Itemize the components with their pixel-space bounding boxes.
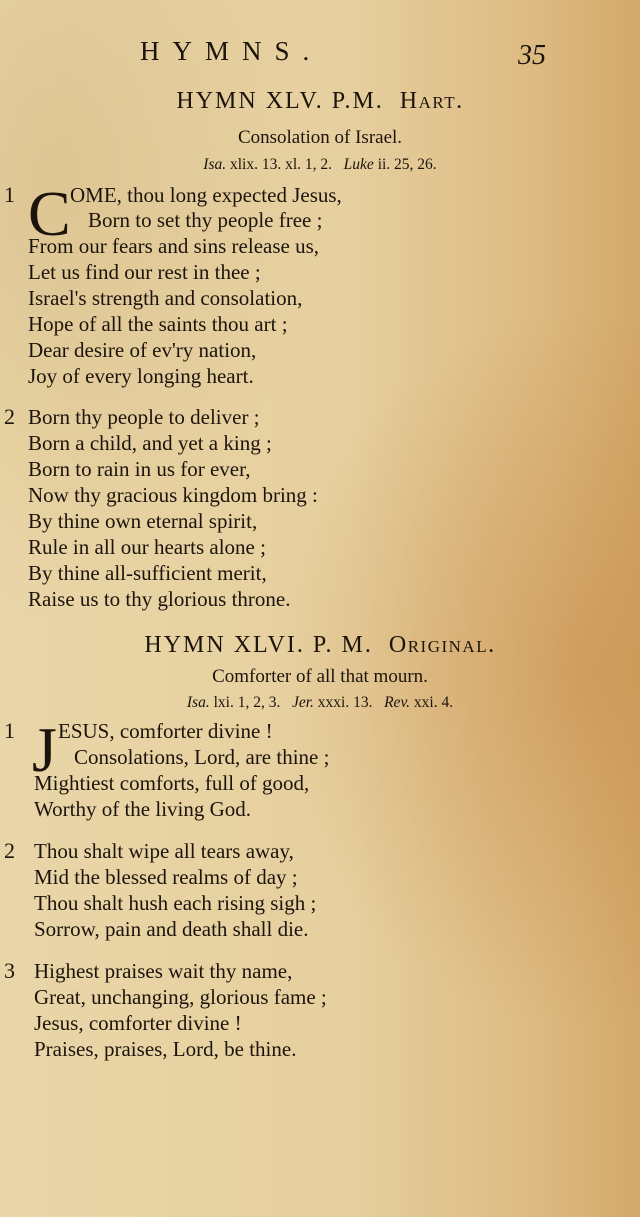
verse-line: Israel's strength and consolation, xyxy=(28,286,303,310)
verse-line: Highest praises wait thy name, xyxy=(34,959,293,983)
verse-line: Born a child, and yet a king ; xyxy=(28,431,272,455)
reference-cite: ii. 25, 26. xyxy=(377,156,437,173)
reference-cite: lxi. 1, 2, 3. xyxy=(213,694,281,711)
stanza-number: 2 xyxy=(4,838,15,863)
hymn-45-title xyxy=(0,88,640,115)
verse-line: Thou shalt hush each rising sigh ; xyxy=(34,891,317,915)
hymn-46-references xyxy=(0,694,640,712)
hymn-45-references xyxy=(0,156,640,174)
hymn-45-title-main: HYMN XLV. P.M. xyxy=(176,88,384,114)
hymn-45-subtitle: Consolation of Israel. xyxy=(237,127,403,148)
stanza-number: 1 xyxy=(4,182,15,207)
verse-line: Raise us to thy glorious throne. xyxy=(28,587,291,611)
hymn-46-subtitle: Comforter of all that mourn. xyxy=(212,666,428,687)
stanza-number: 1 xyxy=(4,718,15,743)
verse-line: Praises, praises, Lord, be thine. xyxy=(34,1037,297,1061)
verse-line: Mid the blessed realms of day ; xyxy=(34,865,298,889)
verse-line: Joy of every longing heart. xyxy=(28,364,254,388)
reference-book: Isa. xyxy=(186,694,210,711)
page-number: 35 xyxy=(518,40,546,71)
stanza-number: 2 xyxy=(4,404,15,429)
verse-line: Consolations, Lord, are thine ; xyxy=(74,745,330,769)
hymn-45-author: Hart. xyxy=(399,88,464,114)
verse-line: By thine all-sufficient merit, xyxy=(28,561,267,585)
verse-line: By thine own eternal spirit, xyxy=(28,509,258,533)
reference-cite: xlix. 13. xl. 1, 2. xyxy=(230,156,333,173)
verse-line: Let us find our rest in thee ; xyxy=(28,260,261,284)
reference-cite: xxi. 4. xyxy=(413,694,454,711)
verse-line: Rule in all our hearts alone ; xyxy=(28,535,266,559)
verse-line: Jesus, comforter divine ! xyxy=(34,1011,242,1035)
verse-line: Sorrow, pain and death shall die. xyxy=(34,917,309,941)
verse-line: Born to rain in us for ever, xyxy=(28,457,251,481)
verse-line: Now thy gracious kingdom bring : xyxy=(28,483,318,507)
stanza-number: 3 xyxy=(4,958,15,983)
hymn-46-author: Original. xyxy=(388,632,496,658)
reference-book: Isa. xyxy=(203,156,227,173)
reference-book: Luke xyxy=(343,156,374,173)
reference-book: Rev. xyxy=(384,694,411,711)
verse-line: Thou shalt wipe all tears away, xyxy=(34,839,294,863)
reference-cite: xxxi. 13. xyxy=(317,694,373,711)
verse-line: From our fears and sins release us, xyxy=(28,234,320,258)
verse-line: Born thy people to deliver ; xyxy=(28,405,260,429)
running-head: HYMNS. xyxy=(140,36,323,66)
verse-line: Great, unchanging, glorious fame ; xyxy=(34,985,327,1009)
hymn-46-title-main: HYMN XLVI. P. M. xyxy=(144,632,373,658)
drop-cap: J xyxy=(32,714,57,785)
verse-line: Mightiest comforts, full of good, xyxy=(34,771,310,795)
verse-line: Hope of all the saints thou art ; xyxy=(28,312,288,336)
verse-line: ESUS, comforter divine ! xyxy=(58,719,273,743)
drop-cap: C xyxy=(28,178,71,249)
verse-line: Worthy of the living God. xyxy=(34,797,252,821)
verse-line: Dear desire of ev'ry nation, xyxy=(28,338,257,362)
verse-line: OME, thou long expected Jesus, xyxy=(70,183,342,207)
reference-book: Jer. xyxy=(291,694,314,711)
verse-line: Born to set thy people free ; xyxy=(88,208,323,232)
hymn-46-title xyxy=(0,632,640,659)
